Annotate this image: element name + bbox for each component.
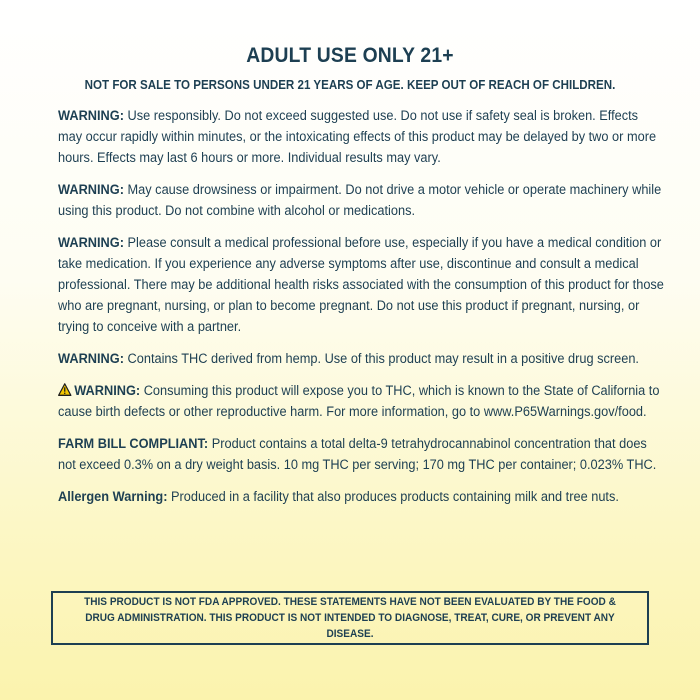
allergen-paragraph [58,487,666,508]
warning-triangle-icon [58,382,72,395]
warning-paragraph [58,349,666,370]
fda-disclaimer-box [51,591,649,645]
warning-text: Consuming this product will expose you to THC, which is known to the State of California to cause birth defects or other reproductive harm. For more information, go to www.P65Warnings.gov/food. [58,383,660,420]
warning-label: WARNING: [58,235,124,251]
warning-label: WARNING: [58,182,124,198]
warning-text: Use responsibly. Do not exceed suggested use. Do not use if safety seal is broken. Effects may occur rapidly within minutes, or the intoxicating effects of this product may be delayed by two or more hours. Effects may last 6 hours or more. Individual results may vary. [58,108,657,166]
warning-label: WARNING: [58,351,124,367]
warning-label: WARNING: [58,108,124,124]
page-subtitle: NOT FOR SALE TO PERSONS UNDER 21 YEARS OF AGE. KEEP OUT OF REACH OF CHILDREN. [84,78,616,92]
farm-bill-label: FARM BILL COMPLIANT: [58,436,209,452]
page-title: ADULT USE ONLY 21+ [246,44,454,67]
fda-disclaimer-text: THIS PRODUCT IS NOT FDA APPROVED. THESE STATEMENTS HAVE NOT BEEN EVALUATED BY THE FOOD & DRUG ADMINISTRATION. THIS PRODUCT IS NOT INTENDED TO DIAGNOSE, TREAT, CURE, OR PREVENT ANY DISEASE. [84,596,616,640]
warning-text: May cause drowsiness or impairment. Do not drive a motor vehicle or operate machinery while using this product. Do not combine with alcohol or medications. [58,182,662,219]
warnings-list [58,106,666,519]
warning-paragraph [58,180,666,222]
warning-text: Please consult a medical professional before use, especially if you have a medical condition or take medication. If you experience any adverse symptoms after use, discontinue and consult a medical professional. There may be additional health risks associated with the consumption of this product for those who are pregnant, nursing, or plan to become pregnant. Do not use this product if pregnant, nursing, or trying to conceive with a partner. [58,235,664,335]
farm-bill-text: Product contains a total delta-9 tetrahydrocannabinol concentration that does not exceed 0.3% on a dry weight basis. 10 mg THC per serving; 170 mg THC per container; 0.023% THC. [58,436,657,473]
warning-paragraph [58,106,666,169]
allergen-label: Allergen Warning: [58,489,168,505]
allergen-text: Produced in a facility that also produces products containing milk and tree nuts. [167,489,619,505]
warning-text: Contains THC derived from hemp. Use of this product may result in a positive drug screen. [123,351,639,367]
prop65-warning-paragraph [58,381,666,423]
warning-paragraph [58,233,666,338]
warning-label: WARNING: [74,383,141,399]
farm-bill-paragraph [58,434,666,476]
